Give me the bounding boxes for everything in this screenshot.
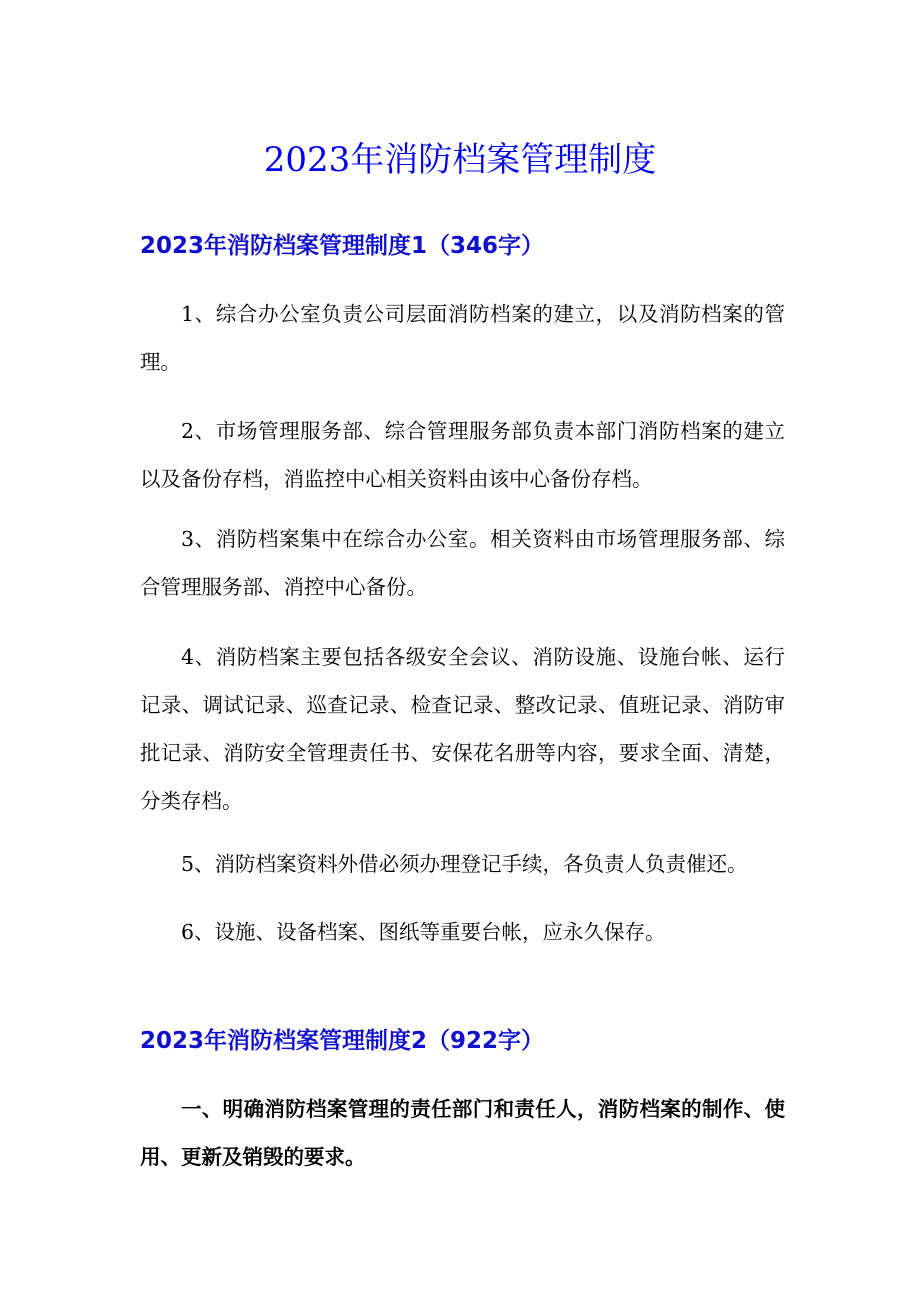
document-title: 2023年消防档案管理制度 xyxy=(263,140,657,180)
paragraph-1-6: 6、设施、设备档案、图纸等重要台帐，应永久保存。 xyxy=(181,920,666,944)
paragraph-1-4: 4、消防档案主要包括各级安全会议、消防设施、设施台帐、运行记录、调试记录、巡查记录、检查记录、整改记录、值班记录、消防审批记录、消防安全管理责任书、安保花名册等内容，要求全面、清楚，分类存档。 xyxy=(140,645,785,813)
paragraph-1-2: 2、市场管理服务部、综合管理服务部负责本部门消防档案的建立以及备份存档，消监控中心相关资料由该中心备份存档。 xyxy=(140,419,785,491)
paragraph-1-3: 3、消防档案集中在综合办公室。相关资料由市场管理服务部、综合管理服务部、消控中心备份。 xyxy=(140,527,785,599)
paragraph-2-1: 一、明确消防档案管理的责任部门和责任人，消防档案的制作、使用、更新及销毁的要求。 xyxy=(140,1097,785,1169)
paragraph-1-1: 1、综合办公室负责公司层面消防档案的建立，以及消防档案的管理。 xyxy=(140,302,785,374)
section-heading-1: 2023年消防档案管理制度1（346字） xyxy=(140,233,545,259)
paragraph-1-5: 5、消防档案资料外借必须办理登记手续，各负责人负责催还。 xyxy=(181,852,748,876)
section-heading-2: 2023年消防档案管理制度2（922字） xyxy=(140,1028,545,1054)
